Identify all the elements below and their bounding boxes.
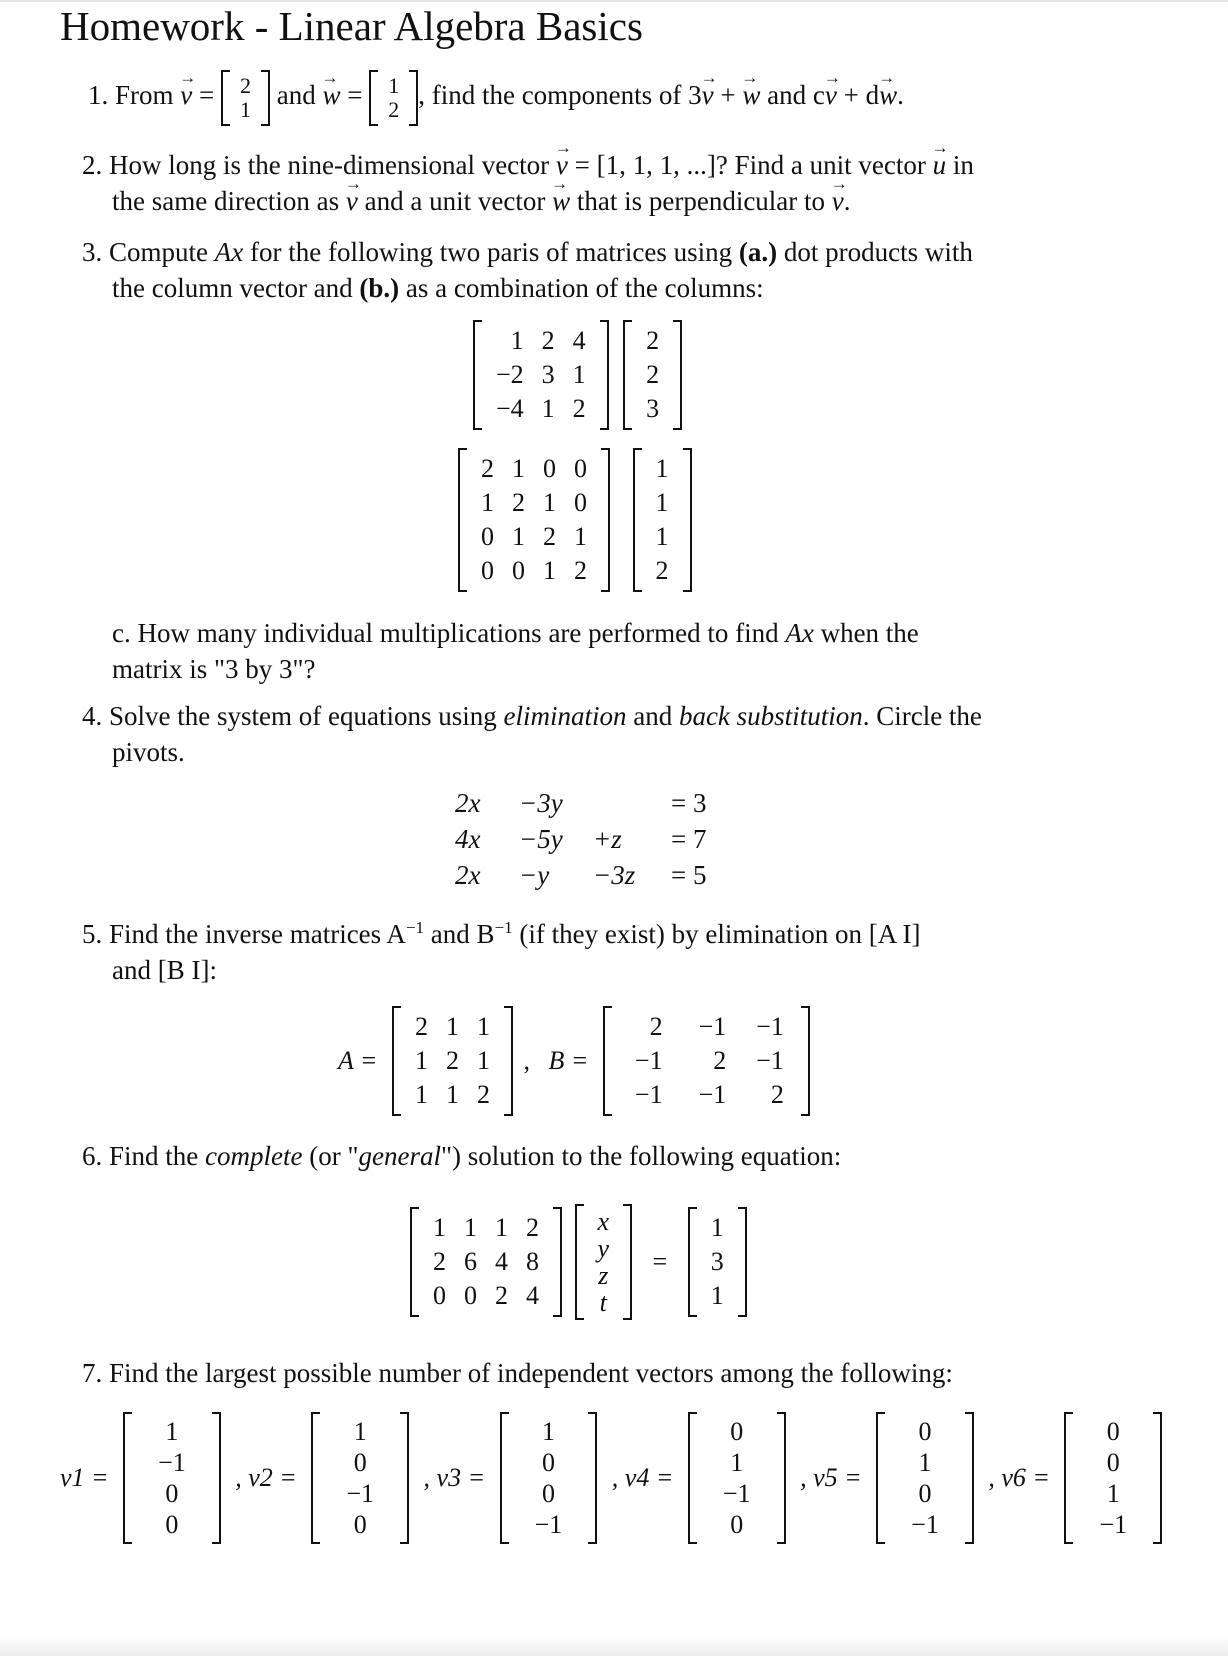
problem-3 — [82, 234, 973, 306]
matrix-cell: 0 — [543, 454, 556, 483]
matrix-cell: 0 — [464, 1281, 477, 1310]
matrix-cell: 0 — [165, 1479, 179, 1508]
p4-text: pivots. — [112, 737, 185, 767]
p2-text: and a unit vector — [357, 186, 553, 216]
p2-text: in — [946, 150, 974, 180]
elimination-term: elimination — [503, 701, 627, 731]
back-substitution-term: back substitution — [678, 701, 863, 731]
vector-w — [369, 74, 418, 122]
vector-v2 — [311, 1416, 409, 1540]
p5-text: and [B I]: — [112, 955, 217, 985]
matrix-cell: 2 — [239, 73, 251, 98]
complete-term: complete — [205, 1141, 303, 1171]
page-title: Homework - Linear Algebra Basics — [60, 3, 643, 49]
p3-pair-2 — [458, 452, 692, 588]
matrix-cell: −1 — [911, 1510, 939, 1539]
matrix-cell: 2 — [655, 556, 669, 585]
matrix-cell: 1 — [476, 1012, 490, 1041]
matrix-cell: −1 — [346, 1479, 375, 1508]
problem-7 — [82, 1355, 953, 1391]
matrix-cell: 1 — [655, 522, 669, 551]
matrix-cell: 1 — [572, 360, 586, 389]
matrix-cell: 4 — [526, 1281, 539, 1310]
p5-matrices — [330, 1010, 810, 1112]
p6-text: 6. Find the — [82, 1141, 206, 1171]
problem-4 — [82, 698, 982, 770]
v-symbol: → v — [346, 183, 358, 219]
p4-text: and — [626, 701, 679, 731]
p3-text: 3. Compute — [82, 237, 215, 267]
equation-term: 2x — [455, 860, 481, 890]
equation-rhs: = 3 — [671, 788, 707, 818]
matrix-cell: 1 — [512, 522, 525, 551]
part-b-label: (b.) — [359, 273, 400, 303]
period: . — [843, 186, 851, 216]
equation-term: −5y — [519, 824, 563, 854]
matrix-a — [392, 1010, 513, 1112]
matrix-cell: 1 — [730, 1448, 744, 1477]
p1-text: and c — [760, 80, 825, 111]
matrix-cell: 1 — [476, 1046, 490, 1075]
plus-sign: + — [713, 80, 743, 111]
matrix-cell: 2 — [770, 1080, 784, 1109]
matrix-cell: 0 — [541, 1448, 555, 1477]
w-symbol: → w — [879, 75, 897, 115]
matrix-b — [603, 1010, 810, 1112]
vector-label: , v4 = — [611, 1463, 674, 1492]
matrix-cell: 1 — [543, 488, 556, 517]
matrix-cell: −1 — [634, 1080, 663, 1109]
matrix-cell: 1 — [1106, 1479, 1120, 1508]
p2-text: that is perpendicular to — [570, 186, 832, 216]
p6-equation — [410, 1208, 747, 1316]
matrix-cell: 2 — [543, 522, 556, 551]
problem-2 — [82, 147, 974, 219]
p3c-text: when the — [813, 618, 919, 648]
matrix-cell: 0 — [918, 1417, 932, 1446]
vector-x2 — [633, 452, 692, 588]
p7-text: 7. Find the largest possible number of independent vectors among the following: — [82, 1358, 953, 1388]
equation-term: 2x — [455, 788, 481, 818]
vector-label: , v3 = — [423, 1463, 486, 1492]
matrix-cell: y — [597, 1234, 610, 1263]
vector-v6 — [1064, 1416, 1162, 1540]
matrix-cell: 0 — [541, 1479, 555, 1508]
vector-label: , v6 = — [988, 1463, 1050, 1492]
matrix-cell: 3 — [646, 394, 660, 423]
vector-unknowns — [575, 1208, 633, 1316]
matrix-m6 — [410, 1211, 562, 1313]
p3-pair-1 — [473, 324, 682, 426]
p4-text: . Circle the — [862, 701, 982, 731]
p6-text: ") solution to the following equation: — [440, 1141, 842, 1171]
matrix-cell: 1 — [574, 522, 587, 551]
matrix-b-label: B = — [548, 1046, 589, 1075]
equation-rhs: = 5 — [671, 860, 707, 890]
equals-sign: = — [652, 1247, 668, 1276]
matrix-cell: 0 — [481, 556, 494, 585]
matrix-cell: 2 — [541, 326, 555, 355]
problem-5 — [82, 916, 921, 988]
matrix-cell: 1 — [481, 488, 494, 517]
matrix-cell: −1 — [756, 1012, 784, 1041]
w-symbol: → w — [552, 183, 570, 219]
matrix-cell: 3 — [541, 360, 555, 389]
matrix-cell: 2 — [481, 454, 494, 483]
p5-text: (if they exist) by elimination on [A I] — [512, 919, 921, 949]
matrix-cell: 4 — [495, 1247, 508, 1276]
matrix-cell: 2 — [574, 556, 587, 585]
matrix-cell: 1 — [165, 1417, 179, 1446]
matrix-cell: 0 — [353, 1448, 367, 1477]
matrix-cell: 2 — [414, 1012, 428, 1041]
matrix-cell: 2 — [646, 360, 660, 389]
matrix-cell: 1 — [918, 1448, 932, 1477]
matrix-cell: 6 — [464, 1247, 477, 1276]
matrix-cell: 0 — [730, 1510, 744, 1539]
matrix-cell: 0 — [1106, 1417, 1120, 1446]
matrix-cell: 0 — [353, 1510, 367, 1539]
matrix-cell: 1 — [445, 1012, 459, 1041]
matrix-cell: 2 — [646, 326, 660, 355]
matrix-cell: 2 — [512, 488, 525, 517]
p6-text: (or " — [302, 1141, 359, 1171]
p3c-text: c. How many individual multiplications are performed to find — [112, 618, 786, 648]
matrix-cell: 1 — [353, 1417, 367, 1446]
matrix-a-label: A = — [338, 1046, 378, 1075]
p2-text: the same direction as — [112, 186, 346, 216]
matrix-cell: 3 — [710, 1247, 724, 1276]
bottom-edge — [0, 1636, 1228, 1656]
p5-text: and B — [424, 919, 495, 949]
v-symbol: → v — [825, 75, 837, 115]
equation-system — [455, 786, 731, 892]
matrix-cell: 0 — [481, 522, 494, 551]
matrix-cell: 1 — [541, 394, 555, 423]
matrix-cell: 0 — [730, 1417, 744, 1446]
equation-term — [593, 786, 671, 820]
p3-text: as a combination of the columns: — [399, 273, 764, 303]
matrix-cell: 1 — [510, 326, 524, 355]
ax-symbol: Ax — [214, 237, 244, 267]
p1-text: , find the components of 3 — [418, 80, 702, 111]
matrix-cell: −1 — [634, 1046, 663, 1075]
vector-label: v1 = — [60, 1463, 109, 1492]
matrix-cell: −1 — [534, 1510, 563, 1539]
matrix-cell: −1 — [698, 1080, 727, 1109]
matrix-cell: 1 — [655, 454, 669, 483]
matrix-cell: −2 — [496, 360, 524, 389]
equation-term: 4x — [455, 824, 481, 854]
general-term: general — [358, 1141, 441, 1171]
matrix-cell: z — [598, 1261, 609, 1290]
inverse-superscript: −1 — [405, 918, 425, 937]
matrix-cell: 1 — [655, 488, 669, 517]
p1-label: 1. From — [88, 80, 174, 111]
w-symbol: → w — [742, 75, 760, 115]
period: . — [897, 80, 904, 111]
matrix-cell: 0 — [512, 556, 525, 585]
matrix-cell: 1 — [414, 1080, 428, 1109]
matrix-m1 — [473, 324, 609, 426]
matrix-cell: 4 — [572, 326, 586, 355]
matrix-cell: −1 — [722, 1479, 751, 1508]
p3-text: for the following two paris of matrices using — [243, 237, 739, 267]
vector-v5 — [876, 1416, 974, 1540]
matrix-cell: −1 — [158, 1448, 186, 1477]
matrix-cell: x — [597, 1207, 610, 1236]
matrix-cell: 1 — [710, 1281, 724, 1310]
matrix-cell: 2 — [572, 394, 586, 423]
v-symbol: → v — [832, 183, 844, 219]
p4-text: 4. Solve the system of equations using — [82, 701, 504, 731]
vector-rhs — [688, 1211, 747, 1313]
equation-term: −y — [519, 860, 550, 890]
matrix-cell: 1 — [445, 1080, 459, 1109]
w-symbol: → w — [322, 75, 340, 115]
vector-label: , v5 = — [800, 1463, 862, 1492]
vector-v1 — [123, 1416, 221, 1540]
matrix-cell: 2 — [649, 1012, 663, 1041]
equation-rhs: = 7 — [671, 824, 707, 854]
matrix-cell: 1 — [433, 1213, 446, 1242]
matrix-cell: −4 — [496, 394, 524, 423]
matrix-cell: 8 — [526, 1247, 539, 1276]
matrix-cell: 1 — [495, 1213, 508, 1242]
v-symbol: → v — [180, 75, 192, 115]
equation-term: −3y — [519, 788, 563, 818]
p5-text: 5. Find the inverse matrices A — [82, 919, 406, 949]
matrix-cell: 2 — [388, 97, 400, 122]
matrix-cell: 1 — [414, 1046, 428, 1075]
matrix-m2 — [458, 452, 610, 588]
separator: , — [523, 1046, 530, 1075]
matrix-cell: 1 — [512, 454, 525, 483]
matrix-cell: 2 — [526, 1213, 539, 1242]
equation-term: −3z — [593, 860, 636, 890]
vector-label: , v2 = — [235, 1463, 297, 1492]
matrix-cell: −1 — [698, 1012, 727, 1041]
u-symbol: → u — [933, 147, 947, 183]
matrix-cell: 1 — [710, 1213, 724, 1242]
matrix-cell: −1 — [1099, 1510, 1128, 1539]
equation-term: +z — [593, 824, 622, 854]
matrix-cell: 1 — [388, 73, 400, 98]
p3-text: dot products with — [777, 237, 973, 267]
p2-text: 2. How long is the nine-dimensional vector — [82, 150, 556, 180]
inverse-superscript: −1 — [494, 918, 513, 937]
matrix-cell: 0 — [574, 488, 587, 517]
matrix-cell: −1 — [756, 1046, 784, 1075]
p7-vectors — [52, 1416, 1162, 1540]
matrix-cell: 2 — [445, 1046, 459, 1075]
vector-v3 — [500, 1416, 598, 1540]
problem-6 — [82, 1138, 841, 1174]
p1-and: and — [276, 80, 316, 111]
matrix-cell: 0 — [433, 1281, 446, 1310]
vector-v — [221, 74, 270, 122]
part-a-label: (a.) — [738, 237, 778, 267]
matrix-cell: 0 — [574, 454, 587, 483]
vector-v4 — [688, 1416, 786, 1540]
ax-symbol: Ax — [785, 618, 814, 648]
v-symbol: → v — [556, 147, 568, 183]
p3c-text: matrix is "3 by 3"? — [112, 654, 316, 684]
matrix-cell: 1 — [543, 556, 556, 585]
problem-3c — [112, 615, 919, 687]
matrix-cell: 2 — [495, 1281, 508, 1310]
p1-text: + d — [836, 80, 880, 111]
matrix-cell: 1 — [464, 1213, 477, 1242]
matrix-cell: t — [599, 1288, 607, 1317]
matrix-cell: 0 — [165, 1510, 179, 1539]
matrix-cell: 0 — [1106, 1448, 1120, 1477]
v-symbol: → v — [702, 75, 714, 115]
matrix-cell: 1 — [541, 1417, 555, 1446]
matrix-cell: 2 — [433, 1247, 446, 1276]
matrix-cell: 2 — [713, 1046, 727, 1075]
problem-1: 1. From → v = 2 1 and → w = 1 2 , find the components of 3→ v + → w and c→ v + d→ w. — [88, 74, 904, 122]
vector-x1 — [623, 324, 682, 426]
matrix-cell: 0 — [918, 1479, 932, 1508]
matrix-cell: 2 — [476, 1080, 490, 1109]
p2-text: = [1, 1, 1, ...]? Find a unit vector — [567, 150, 933, 180]
matrix-cell: 1 — [239, 97, 251, 122]
p3-text: the column vector and — [112, 273, 360, 303]
